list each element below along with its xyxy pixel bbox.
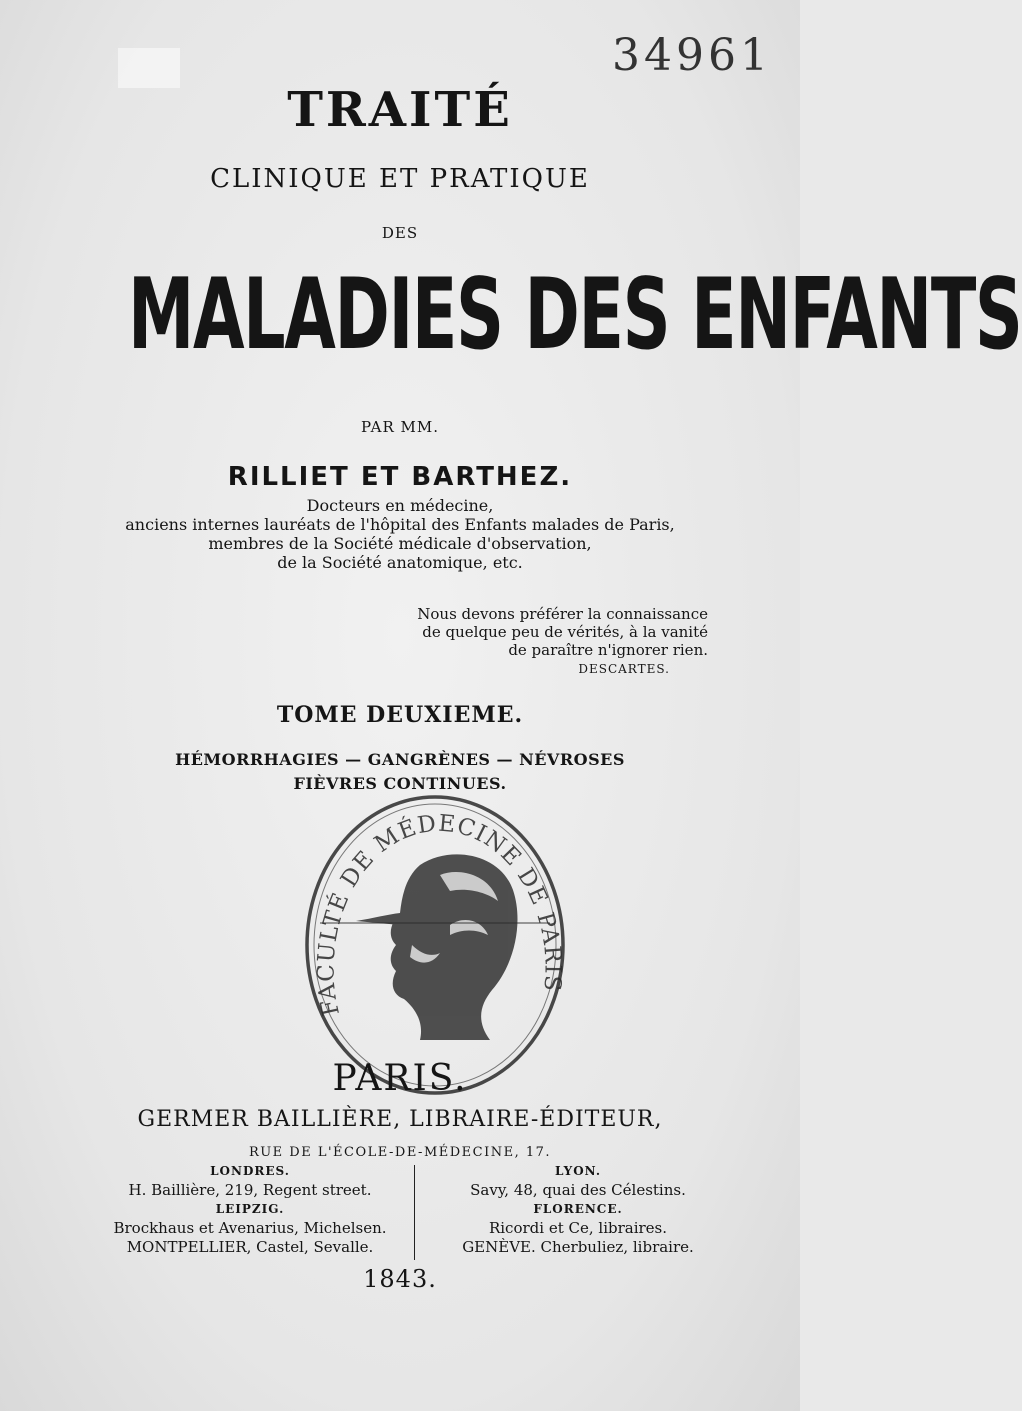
branch-detail: Ricordi et Ce, libraires.: [488, 1219, 668, 1237]
branch-detail: Savy, 48, quai des Célestins.: [470, 1181, 686, 1199]
epigraph: [408, 605, 708, 678]
author-credentials: [0, 496, 800, 572]
branch-detail: GENÈVE. Cherbuliez, libraire.: [462, 1238, 694, 1256]
branch-city: LONDRES.: [210, 1164, 290, 1178]
subtitle: CLINIQUE ET PRATIQUE: [210, 164, 590, 194]
epigraph-line: Nous devons préférer la connaissance: [417, 605, 708, 623]
branch-detail: MONTPELLIER, Castel, Sevalle.: [126, 1238, 374, 1256]
branches-left: [70, 1162, 430, 1257]
branch-city: FLORENCE.: [533, 1202, 623, 1216]
title: TRAITÉ: [287, 82, 513, 138]
epigraph-author: DESCARTES.: [578, 662, 670, 676]
credential-line: membres de la Société médicale d'observation,: [208, 534, 592, 553]
credential-line: Docteurs en médecine,: [306, 496, 494, 515]
shelfmark-number: 34961: [612, 30, 772, 81]
stamp-text: FACULTÉ DE MÉDECINE DE PARIS: [313, 810, 566, 1019]
subject-line: HÉMORRHAGIES — GANGRÈNES — NÉVROSES: [175, 750, 625, 769]
stamp-portrait: [356, 854, 517, 1040]
epigraph-line: de paraître n'ignorer rien.: [508, 641, 708, 659]
by-line: PAR MM.: [360, 418, 440, 436]
subject-line: FIÈVRES CONTINUES.: [293, 774, 507, 793]
branch-detail: H. Baillière, 219, Regent street.: [128, 1181, 372, 1199]
credential-line: anciens internes lauréats de l'hôpital des Enfants malades de Paris,: [125, 515, 675, 534]
publication-year: 1843.: [363, 1265, 437, 1293]
credential-line: de la Société anatomique, etc.: [277, 553, 523, 572]
branch-city: LEIPZIG.: [215, 1202, 285, 1216]
epigraph-line: de quelque peu de vérités, à la vanité: [422, 623, 708, 641]
volume-number: TOME DEUXIEME.: [276, 702, 524, 728]
branch-city: LYON.: [554, 1164, 602, 1178]
branch-detail: Brockhaus et Avenarius, Michelsen.: [113, 1219, 387, 1237]
publisher-address: RUE DE L'ÉCOLE-DE-MÉDECINE, 17.: [248, 1145, 552, 1160]
main-title: MALADIES DES ENFANTS: [128, 258, 1022, 372]
branches-right: [398, 1162, 758, 1257]
publisher: GERMER BAILLIÈRE, LIBRAIRE-ÉDITEUR,: [137, 1107, 663, 1132]
authors: RILLIET ET BARTHEZ.: [227, 462, 573, 492]
volume-subjects: [0, 748, 800, 796]
title-connector: DES: [381, 224, 419, 242]
place-of-publication: PARIS.: [332, 1058, 468, 1099]
